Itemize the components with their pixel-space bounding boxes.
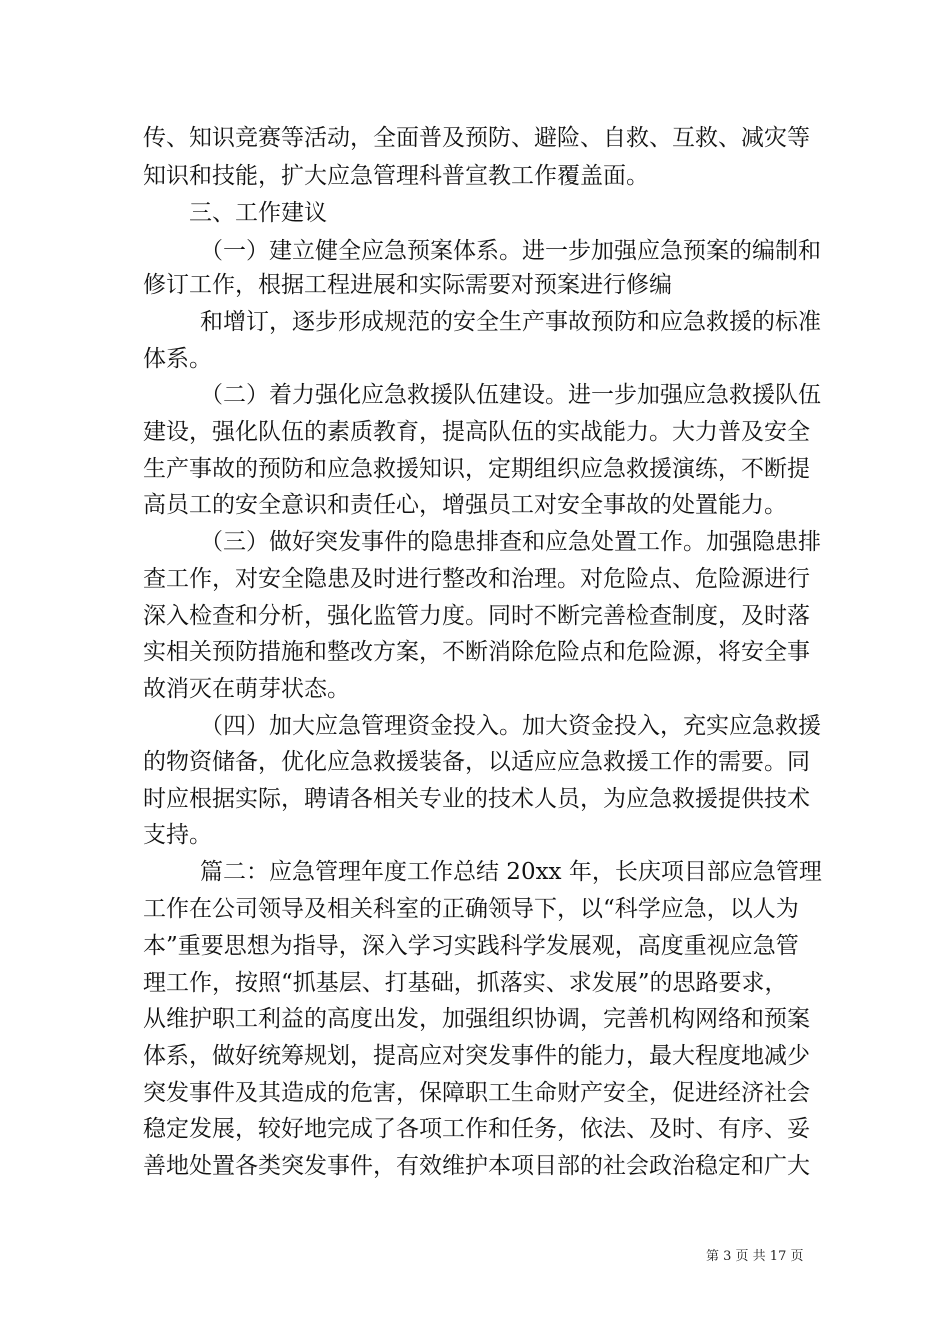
text-line: 传、知识竞赛等活动，全面普及预防、避险、自救、互救、减灾等 <box>143 125 810 151</box>
text-line: 理工作，按照“抓基层、打基础，抓落实、求发展”的思路要求， <box>143 970 788 996</box>
text-line: 查工作，对安全隐患及时进行整改和治理。对危险点、危险源进行 <box>143 566 810 592</box>
text-line: 高员工的安全意识和责任心，增强员工对安全事故的处置能力。 <box>143 492 787 518</box>
text-line: 本”重要思想为指导，深入学习实践科学发展观，高度重视应急管 <box>143 933 799 959</box>
text-line: 的物资储备，优化应急救援装备，以适应应急救援工作的需要。同 <box>143 749 810 775</box>
text-line: 体系。 <box>143 346 212 372</box>
text-line: 时应根据实际，聘请各相关专业的技术人员，为应急救援提供技术 <box>143 786 810 812</box>
text-line: 实相关预防措施和整改方案，不断消除危险点和危险源，将安全事 <box>143 639 810 665</box>
text-line: 知识和技能，扩大应急管理科普宣教工作覆盖面。 <box>143 163 649 189</box>
text-line: 深入检查和分析，强化监管力度。同时不断完善检查制度，及时落 <box>143 603 810 629</box>
text-line: 和增订，逐步形成规范的安全生产事故预防和应急救援的标准 <box>200 309 821 335</box>
text-line: 突发事件及其造成的危害，保障职工生命财产安全，促进经济社会 <box>143 1080 810 1106</box>
text-line: 修订工作，根据工程进展和实际需要对预案进行修编 <box>143 272 672 298</box>
text-line: （四）加大应急管理资金投入。加大资金投入，充实应急救援 <box>200 713 821 739</box>
text-line: 体系，做好统筹规划，提高应对突发事件的能力，最大程度地减少 <box>143 1043 810 1069</box>
text-line: （一）建立健全应急预案体系。进一步加强应急预案的编制和 <box>200 238 821 264</box>
text-line: 善地处置各类突发事件，有效维护本项目部的社会政治稳定和广大 <box>143 1153 810 1179</box>
page-number: 第 3 页 共 17 页 <box>706 1249 804 1264</box>
text-line: 支持。 <box>143 822 212 848</box>
text-line: （二）着力强化应急救援队伍建设。进一步加强应急救援队伍 <box>200 382 821 408</box>
text-line: 篇二：应急管理年度工作总结 20xx 年，长庆项目部应急管理 <box>200 859 822 885</box>
section-heading: 三、工作建议 <box>189 200 327 226</box>
text-line: 工作在公司领导及相关科室的正确领导下，以“科学应急，以人为 <box>143 896 799 922</box>
text-line: 生产事故的预防和应急救援知识，定期组织应急救援演练，不断提 <box>143 456 810 482</box>
text-line: 稳定发展，较好地完成了各项工作和任务，依法、及时、有序、妥 <box>143 1116 810 1142</box>
text-line: 从维护职工利益的高度出发，加强组织协调，完善机构网络和预案 <box>143 1006 810 1032</box>
text-line: 故消灭在萌芽状态。 <box>143 676 350 702</box>
text-line: （三）做好突发事件的隐患排查和应急处置工作。加强隐患排 <box>200 529 821 555</box>
text-line: 建设，强化队伍的素质教育，提高队伍的实战能力。大力普及安全 <box>143 419 810 445</box>
